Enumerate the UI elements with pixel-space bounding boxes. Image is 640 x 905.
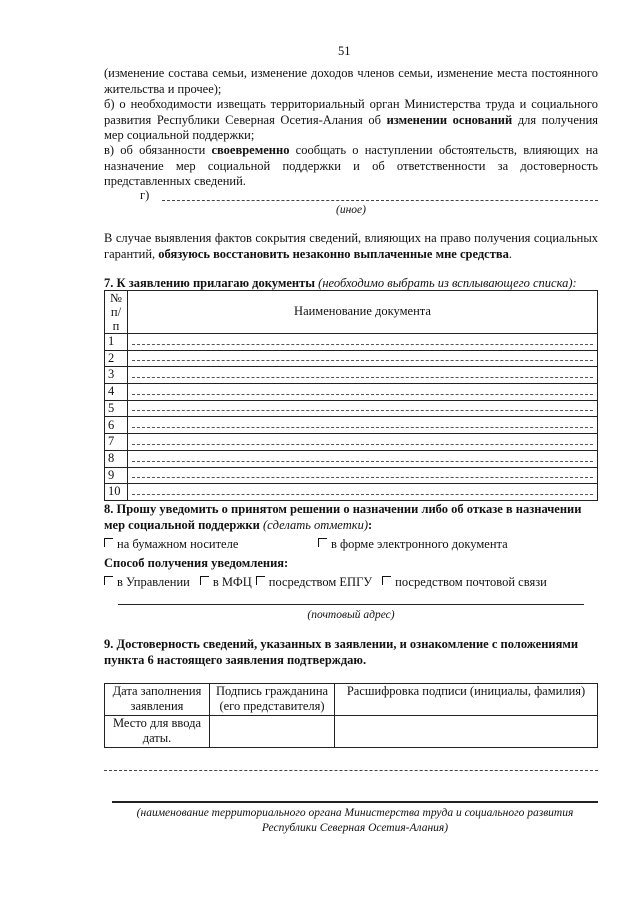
document-row-number: 9 bbox=[105, 467, 128, 484]
section-8-heading bbox=[104, 502, 598, 533]
document-name-field[interactable] bbox=[128, 367, 598, 384]
paragraph-b-text: б) о необходимости извещать территориальный орган Министерства труда и социального развития Республики Северная Осетия-Алания об bbox=[104, 97, 598, 127]
document-row-number: 5 bbox=[105, 400, 128, 417]
decode-cell[interactable] bbox=[335, 716, 598, 748]
document-row bbox=[105, 367, 598, 384]
option-epgu-label: посредством ЕПГУ bbox=[268, 575, 373, 589]
document-name-field[interactable] bbox=[128, 384, 598, 401]
signature-table-row bbox=[105, 716, 598, 748]
method-title: Способ получения уведомления: bbox=[104, 556, 289, 570]
item-g-caption: (иное) bbox=[336, 204, 366, 216]
paragraph-a-continuation: (изменение состава семьи, изменение доходов членов семьи, изменение места постоянного жительства и прочее); bbox=[104, 66, 598, 96]
postal-address-field[interactable] bbox=[118, 604, 584, 605]
signature-table-header bbox=[105, 684, 598, 716]
section-8-hint: (сделать отметки) bbox=[259, 517, 368, 532]
document-row-number: 10 bbox=[105, 484, 128, 501]
section-8-title: 8. Прошу уведомить о принятом решении о назначении либо об отказе в назначении мер социальной поддержки bbox=[104, 502, 582, 532]
paragraph-c-end: сообщать о наступлении обстоятельств, влияющих на назначение мер социальной поддержки и об ответственности за достоверность представленных сведений. bbox=[104, 143, 598, 188]
option-epgu[interactable] bbox=[256, 575, 372, 591]
document-name-field[interactable] bbox=[128, 400, 598, 417]
signature-cell[interactable] bbox=[210, 716, 335, 748]
document-name-field[interactable] bbox=[128, 350, 598, 367]
notice-text: В случае выявления фактов сокрытия сведений, влияющих на право получения социальных гарантий, bbox=[104, 231, 598, 261]
date-input-cell[interactable]: Место для ввода даты. bbox=[105, 716, 210, 748]
documents-table bbox=[104, 290, 598, 501]
document-row-number: 6 bbox=[105, 417, 128, 434]
signature-table bbox=[104, 683, 598, 748]
territorial-authority-field[interactable] bbox=[112, 801, 598, 803]
option-mfc-label: в МФЦ bbox=[212, 575, 252, 589]
option-mfc[interactable] bbox=[200, 575, 252, 591]
decode-header: Расшифровка подписи (инициалы, фамилия) bbox=[335, 684, 598, 716]
notification-form-options bbox=[104, 537, 598, 553]
document-name-field[interactable] bbox=[128, 417, 598, 434]
documents-table-wrap bbox=[104, 290, 598, 501]
document-name-field[interactable] bbox=[128, 334, 598, 351]
paragraph-c-text: в) об обязанности bbox=[104, 143, 212, 157]
option-electronic[interactable] bbox=[318, 537, 508, 553]
territorial-authority-caption: (наименование территориального органа Министерства труда и социального развития Республики Северная Осетия-Алания) bbox=[136, 807, 574, 834]
item-g-field[interactable] bbox=[162, 200, 598, 201]
option-paper-label: на бумажном носителе bbox=[117, 537, 239, 551]
section-7-title: 7. К заявлению прилагаю документы bbox=[104, 276, 316, 290]
checkbox-paper[interactable] bbox=[104, 538, 113, 547]
document-row-number: 2 bbox=[105, 350, 128, 367]
column-number-header: № п/п bbox=[105, 291, 128, 334]
document-row bbox=[105, 467, 598, 484]
documents-table-body bbox=[105, 334, 598, 501]
notification-method-options bbox=[104, 575, 598, 591]
document-name-field[interactable] bbox=[128, 450, 598, 467]
document-name-field[interactable] bbox=[128, 467, 598, 484]
checkbox-mfc[interactable] bbox=[200, 576, 209, 585]
checkbox-office[interactable] bbox=[104, 576, 113, 585]
territorial-authority-blank-line[interactable] bbox=[104, 770, 598, 771]
section-9-title: 9. Достоверность сведений, указанных в заявлении, и ознакомление с положениями пункта 6 настоящего заявления подтверждаю. bbox=[104, 637, 579, 667]
document-row-number: 1 bbox=[105, 334, 128, 351]
document-name-field[interactable] bbox=[128, 484, 598, 501]
document-row bbox=[105, 484, 598, 501]
option-office[interactable] bbox=[104, 575, 190, 591]
notice-paragraph bbox=[104, 231, 598, 262]
option-post-label: посредством почтовой связи bbox=[395, 575, 547, 589]
document-row bbox=[105, 434, 598, 451]
document-name-field[interactable] bbox=[128, 434, 598, 451]
document-row-number: 4 bbox=[105, 384, 128, 401]
item-g-label: г) bbox=[140, 188, 150, 202]
signature-header: Подпись гражданина (его представителя) bbox=[210, 684, 335, 716]
option-office-label: в Управлении bbox=[117, 575, 190, 589]
option-electronic-label: в форме электронного документа bbox=[331, 537, 508, 551]
date-header: Дата заполнения заявления bbox=[105, 684, 210, 716]
paragraph-b bbox=[104, 97, 598, 144]
document-row bbox=[105, 384, 598, 401]
option-paper[interactable] bbox=[104, 537, 238, 553]
section-7-hint: (необходимо выбрать из всплывающего списка): bbox=[315, 276, 577, 290]
document-row-number: 7 bbox=[105, 434, 128, 451]
document-row-number: 3 bbox=[105, 367, 128, 384]
page-number: 51 bbox=[338, 44, 351, 58]
paragraph-c-bold: своевременно bbox=[211, 143, 290, 157]
notice-bold: обязуюсь восстановить незаконно выплаченные мне средства bbox=[158, 246, 509, 261]
column-name-header: Наименование документа bbox=[128, 291, 598, 334]
document-row bbox=[105, 450, 598, 467]
paragraph-b-end: для получения мер социальной поддержки; bbox=[104, 112, 599, 142]
section-8-title-end: : bbox=[367, 517, 373, 532]
document-row bbox=[105, 334, 598, 351]
notice-period: . bbox=[508, 246, 512, 261]
checkbox-electronic[interactable] bbox=[318, 538, 327, 547]
checkbox-epgu[interactable] bbox=[256, 576, 265, 585]
item-g-row bbox=[140, 188, 598, 204]
documents-table-header bbox=[105, 291, 598, 334]
document-row bbox=[105, 400, 598, 417]
checkbox-post[interactable] bbox=[382, 576, 391, 585]
option-post[interactable] bbox=[382, 575, 547, 591]
signature-table-wrap bbox=[104, 683, 598, 748]
paragraph-b-bold: изменении оснований bbox=[386, 112, 513, 127]
document-row-number: 8 bbox=[105, 450, 128, 467]
paragraph-c bbox=[104, 143, 598, 190]
postal-address-caption: (почтовый адрес) bbox=[307, 609, 395, 621]
document-row bbox=[105, 417, 598, 434]
document-row bbox=[105, 350, 598, 367]
